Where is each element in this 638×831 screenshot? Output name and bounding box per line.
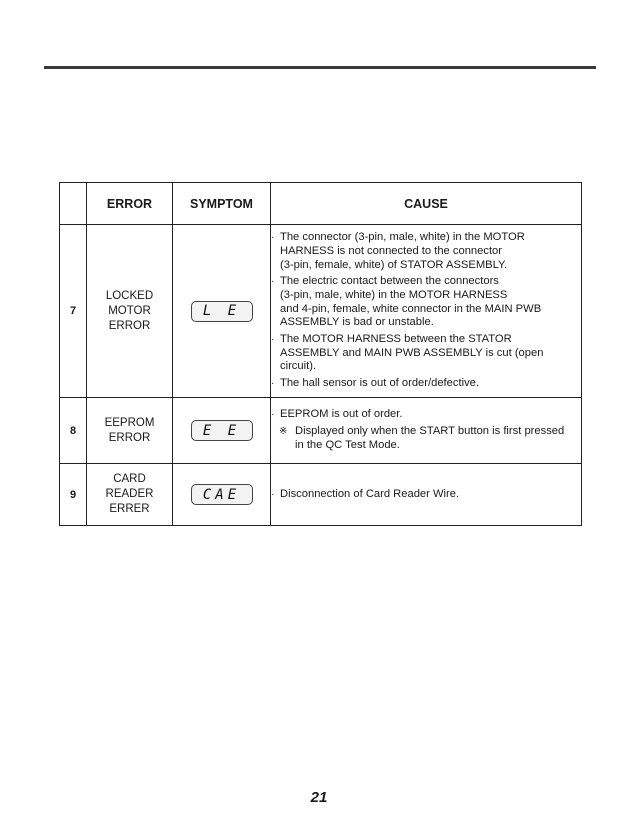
table-row (60, 225, 582, 398)
header-symptom: SYMPTOM (173, 183, 271, 225)
lcd-display: CAE (191, 484, 253, 505)
error-name-line: READER (105, 488, 154, 500)
cause-item (271, 333, 581, 374)
error-name (87, 464, 173, 526)
error-name-line: ERROR (108, 319, 151, 332)
row-number: 8 (60, 398, 87, 464)
cause-line: The electric contact between the connectors (280, 275, 499, 288)
note-line: in the QC Test Mode. (295, 438, 400, 451)
error-table (59, 182, 582, 526)
reference-mark-icon: ※ (279, 426, 288, 438)
lcd-display: L E (191, 301, 253, 322)
error-name-line: ERRER (109, 503, 150, 515)
cause-item (271, 275, 581, 330)
symptom-cell (173, 398, 271, 464)
bullet: · (271, 334, 275, 346)
cause-line: HARNESS is not connected to the connector (280, 244, 503, 257)
bullet: · (271, 488, 275, 500)
cause-line: EEPROM is out of order. (280, 408, 403, 421)
bullet: · (271, 276, 275, 288)
table-row (60, 398, 582, 464)
header-num (60, 183, 87, 225)
cause-item (271, 488, 581, 502)
error-name-line: EEPROM (104, 416, 155, 429)
row-number: 9 (60, 464, 87, 526)
cause-line: (3-pin, male, white) in the MOTOR HARNESS (280, 288, 508, 301)
lcd-display: E E (191, 420, 253, 441)
table-header-row (60, 183, 582, 225)
row-number: 7 (60, 225, 87, 398)
cause-cell (271, 464, 582, 526)
cause-line: circuit). (280, 360, 317, 373)
cause-line: (3-pin, female, white) of STATOR ASSEMBLY. (280, 258, 508, 271)
table-row (60, 464, 582, 526)
cause-line: The MOTOR HARNESS between the STATOR (280, 333, 512, 346)
bullet: · (271, 232, 275, 244)
bullet: · (271, 409, 275, 421)
cause-line: ASSEMBLY is bad or unstable. (280, 316, 434, 329)
error-name (87, 225, 173, 398)
cause-item (271, 408, 581, 422)
cause-line: The connector (3-pin, male, white) in the MOTOR (280, 231, 525, 244)
symptom-cell (173, 464, 271, 526)
error-name-line: CARD (113, 473, 146, 485)
error-name-line: ERROR (108, 431, 151, 444)
page-number: 21 (310, 789, 328, 806)
cause-item (271, 231, 581, 272)
error-name-line: MOTOR (108, 304, 151, 317)
error-name (87, 398, 173, 464)
cause-cell (271, 225, 582, 398)
symptom-cell (173, 225, 271, 398)
note-line: Displayed only when the START button is first pressed (295, 425, 565, 438)
cause-line: Disconnection of Card Reader Wire. (280, 487, 460, 500)
bullet: · (271, 378, 275, 390)
error-name-line: LOCKED (105, 289, 154, 302)
cause-item (271, 377, 581, 391)
cause-line: The hall sensor is out of order/defective. (280, 377, 479, 390)
cause-line: ASSEMBLY and MAIN PWB ASSEMBLY is cut (open (280, 346, 544, 359)
cause-cell (271, 398, 582, 464)
cause-note (271, 425, 581, 452)
header-error: ERROR (87, 183, 173, 225)
cause-line: and 4-pin, female, white connector in the MAIN PWB (280, 302, 542, 315)
top-rule (44, 66, 596, 69)
header-cause: CAUSE (271, 183, 582, 225)
